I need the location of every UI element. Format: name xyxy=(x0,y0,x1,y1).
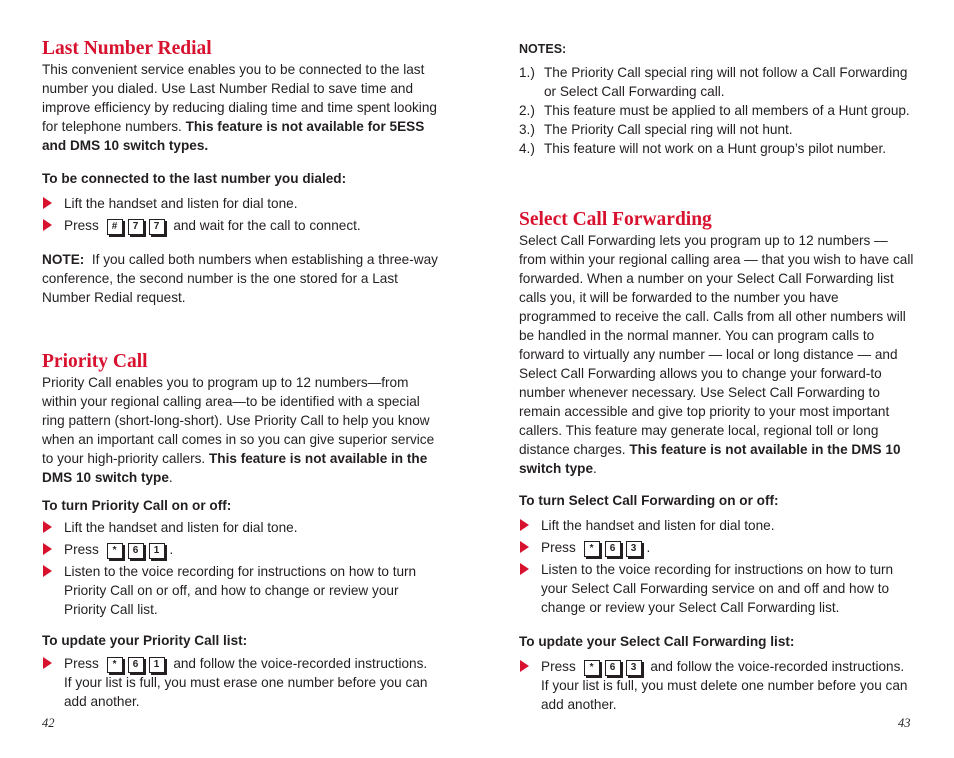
list-item: Lift the handset and listen for dial tone. xyxy=(519,516,914,535)
list-item: Press * 6 1 . xyxy=(42,540,442,559)
keypad-key-icon: * xyxy=(584,541,600,557)
keypad-key-icon: 6 xyxy=(605,660,621,676)
last-number-redial-subheading: To be connected to the last number you dialed: xyxy=(42,171,347,186)
list-item: Press * 6 1 and follow the voice-recorded instructions. If your list is full, you must erase one number before you can add another. xyxy=(42,654,442,711)
keypad-key-icon: 6 xyxy=(128,543,144,559)
list-item: 4.) This feature will not work on a Hunt group’s pilot number. xyxy=(519,141,887,156)
notes-label: NOTES: xyxy=(519,42,567,56)
last-number-redial-intro: This convenient service enables you to be connected to the last number you dialed. Use Last Number Redial to save time and improve efficiency by reducing dialing time and time spent looking for telephone numbers. This feature is not available for 5ESS and DMS 10 switch types. xyxy=(42,62,437,153)
priority-call-availability: This feature is not available in the DMS 10 switch type xyxy=(42,451,428,485)
list-item: Press # 7 7 and wait for the call to connect. xyxy=(42,216,442,235)
priority-call-intro: Priority Call enables you to program up to 12 numbers—from within your regional calling area—to be identified with a special ring pattern (short-long-short). Use Priority Call to help you know when an important call comes in so you can give superior service to your high-priority callers. This feature is not available in the DMS 10 switch type. xyxy=(42,375,435,485)
list-item: Press * 6 3 and follow the voice-recorded instructions. If your list is full, you must delete one number before you can add another. xyxy=(519,657,914,714)
keypad-key-icon: 6 xyxy=(605,541,621,557)
keypad-key-icon: 6 xyxy=(128,657,144,673)
select-call-forwarding-on-off-subheading: To turn Select Call Forwarding on or off: xyxy=(519,493,779,508)
priority-call-steps xyxy=(42,518,442,619)
page-number-left: 42 xyxy=(42,716,55,730)
keypad-key-icon: 1 xyxy=(149,657,165,673)
triangle-bullet-icon xyxy=(520,519,529,531)
triangle-bullet-icon xyxy=(520,660,529,672)
right-page xyxy=(519,0,914,714)
triangle-bullet-icon xyxy=(43,657,52,669)
last-number-redial-steps xyxy=(42,194,442,235)
notes-list xyxy=(519,63,914,158)
triangle-bullet-icon xyxy=(43,565,52,577)
list-item: Lift the handset and listen for dial tone. xyxy=(42,194,442,213)
priority-call-on-off-subheading: To turn Priority Call on or off: xyxy=(42,498,232,513)
triangle-bullet-icon xyxy=(520,541,529,553)
select-call-forwarding-availability: This feature is not available in the DMS 10 switch type xyxy=(519,442,901,476)
priority-call-update-subheading: To update your Priority Call list: xyxy=(42,633,248,648)
keypad-key-icon: # xyxy=(107,219,123,235)
list-item: Listen to the voice recording for instructions on how to turn your Select Call Forwarding service on and off and how to change or review your Select Call Forwarding list. xyxy=(519,560,914,617)
left-page xyxy=(42,0,442,711)
list-item: Press * 6 3 . xyxy=(519,538,914,557)
keypad-key-icon: 7 xyxy=(149,219,165,235)
select-call-forwarding-intro: Select Call Forwarding lets you program up to 12 numbers — from within your regional calling area — that you wish to have call forwarded. When a number on your Select Call Forwarding list calls you, it will be forwarded to the number you have programmed to receive the call. Calls from all other numbers will be handled in the normal manner. You can program calls to forward to virtually any number — local or long distance — and Select Call Forwarding allows you to change your forward-to number whenever necessary. Use Select Call Forwarding to remain accessible and give top priority to your most important callers. This feature may generate local, regional toll or long distance charges. This feature is not available in the DMS 10 switch type. xyxy=(519,233,914,476)
keypad-key-icon: 7 xyxy=(128,219,144,235)
keypad-key-icon: 3 xyxy=(626,541,642,557)
keypad-key-icon: * xyxy=(107,657,123,673)
keypad-key-icon: 3 xyxy=(626,660,642,676)
list-item: 2.) This feature must be applied to all members of a Hunt group. xyxy=(519,103,910,118)
priority-call-update-steps xyxy=(42,654,442,711)
last-number-redial-availability: This feature is not available for 5ESS and DMS 10 switch types. xyxy=(42,119,425,153)
keypad-key-icon: 1 xyxy=(149,543,165,559)
priority-call-heading: Priority Call xyxy=(42,351,148,372)
keypad-key-icon: * xyxy=(584,660,600,676)
triangle-bullet-icon xyxy=(520,563,529,575)
page-number-right: 43 xyxy=(898,716,911,730)
select-call-forwarding-steps xyxy=(519,516,914,617)
list-item: 1.) The Priority Call special ring will not follow a Call Forwarding or Select Call Forwarding call. xyxy=(519,65,908,99)
keypad-key-icon: * xyxy=(107,543,123,559)
select-call-forwarding-heading: Select Call Forwarding xyxy=(519,209,712,230)
triangle-bullet-icon xyxy=(43,197,52,209)
last-number-redial-heading: Last Number Redial xyxy=(42,38,212,59)
select-call-forwarding-update-subheading: To update your Select Call Forwarding list: xyxy=(519,634,795,649)
list-item: Lift the handset and listen for dial tone. xyxy=(42,518,442,537)
last-number-redial-note: NOTE: If you called both numbers when establishing a three-way conference, the second number is the one stored for a Last Number Redial request. xyxy=(42,252,438,305)
triangle-bullet-icon xyxy=(43,219,52,231)
list-item: 3.) The Priority Call special ring will not hunt. xyxy=(519,122,793,137)
triangle-bullet-icon xyxy=(43,543,52,555)
select-call-forwarding-update-steps xyxy=(519,657,914,714)
triangle-bullet-icon xyxy=(43,521,52,533)
list-item: Listen to the voice recording for instructions on how to turn Priority Call on or off, and how to change or review your Priority Call list. xyxy=(42,562,442,619)
